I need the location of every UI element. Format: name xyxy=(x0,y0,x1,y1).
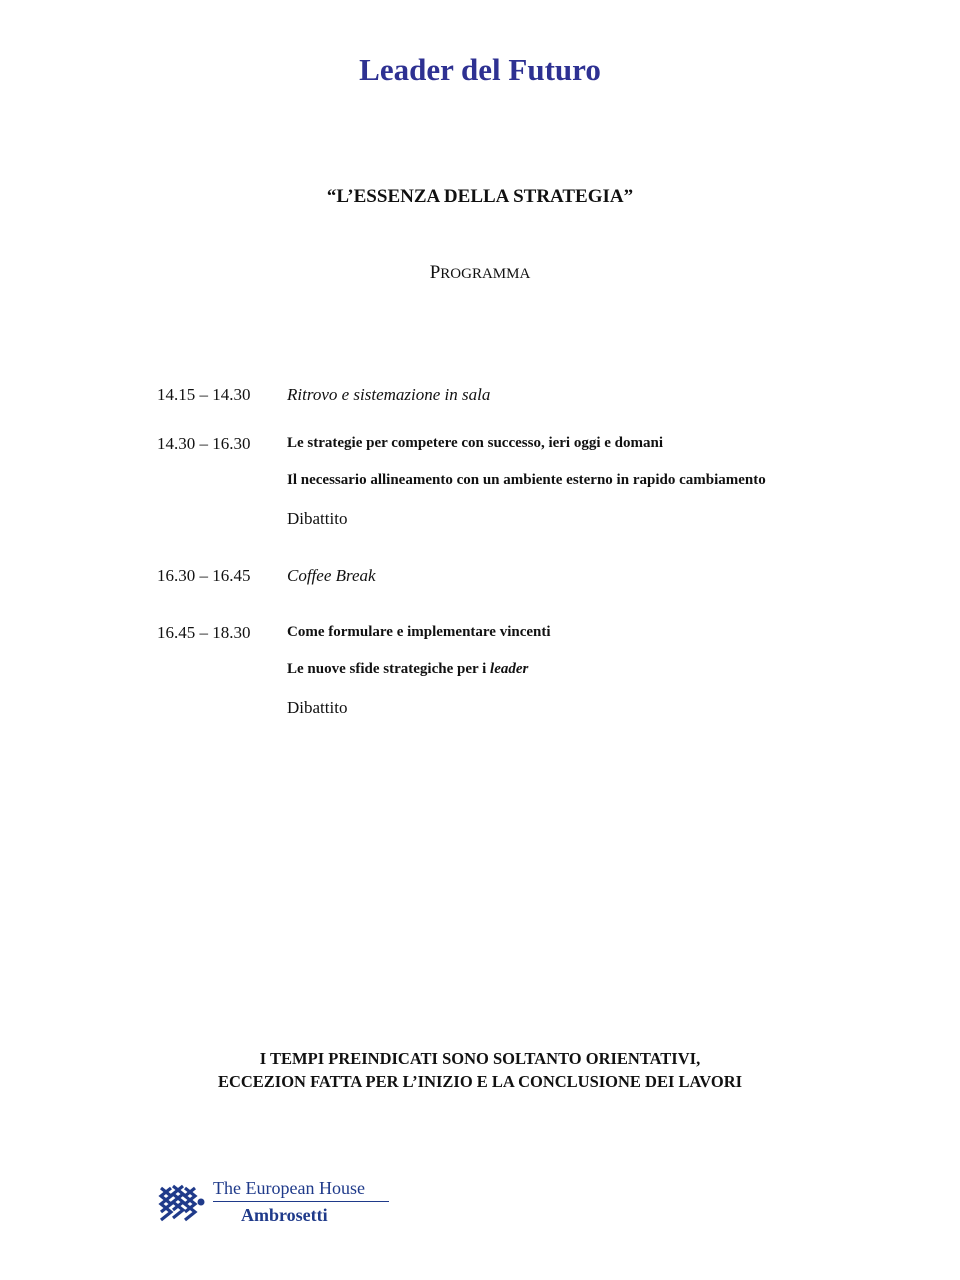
schedule-item: Le strategie per competere con successo, ieri oggi e domani xyxy=(287,435,664,451)
event-subtitle: “L’ESSENZA DELLA STRATEGIA” xyxy=(326,186,634,207)
schedule-item-text: Le nuove sfide strategiche per i xyxy=(287,661,491,677)
schedule-item: Coffee Break xyxy=(287,566,376,585)
schedule-time: 16.30 – 16.45 xyxy=(157,566,251,585)
logo-text-line2: Ambrosetti xyxy=(241,1205,328,1225)
schedule-time: 14.30 – 16.30 xyxy=(157,434,251,453)
logo-divider xyxy=(213,1201,389,1202)
notice-line: ECCEZION FATTA PER L’INIZIO E LA CONCLUSIONE DEI LAVORI xyxy=(217,1072,743,1091)
schedule-item xyxy=(287,661,528,678)
programma-heading xyxy=(0,262,960,284)
company-logo xyxy=(157,1178,397,1230)
schedule-item: Il necessario allineamento con un ambiente esterno in rapido cambiamento xyxy=(287,472,766,488)
logo-text-line1: The European House xyxy=(213,1178,365,1198)
programma-initial: P xyxy=(429,262,441,283)
schedule-item-emphasis: leader xyxy=(490,661,529,677)
schedule-item: Ritrovo e sistemazione in sala xyxy=(287,385,491,404)
schedule-item: Dibattito xyxy=(287,509,348,528)
schedule-time: 14.15 – 14.30 xyxy=(157,385,251,404)
schedule-item: Dibattito xyxy=(287,698,348,717)
ambrosetti-logo-icon xyxy=(157,1182,205,1222)
programma-rest: ROGRAMMA xyxy=(440,266,531,282)
schedule-time: 16.45 – 18.30 xyxy=(157,623,251,642)
notice-line: I TEMPI PREINDICATI SONO SOLTANTO ORIENTATIVI, xyxy=(259,1049,701,1068)
page-title: Leader del Futuro xyxy=(359,52,601,87)
schedule-item: Come formulare e implementare vincenti xyxy=(287,624,551,640)
timing-notice xyxy=(0,1047,960,1093)
